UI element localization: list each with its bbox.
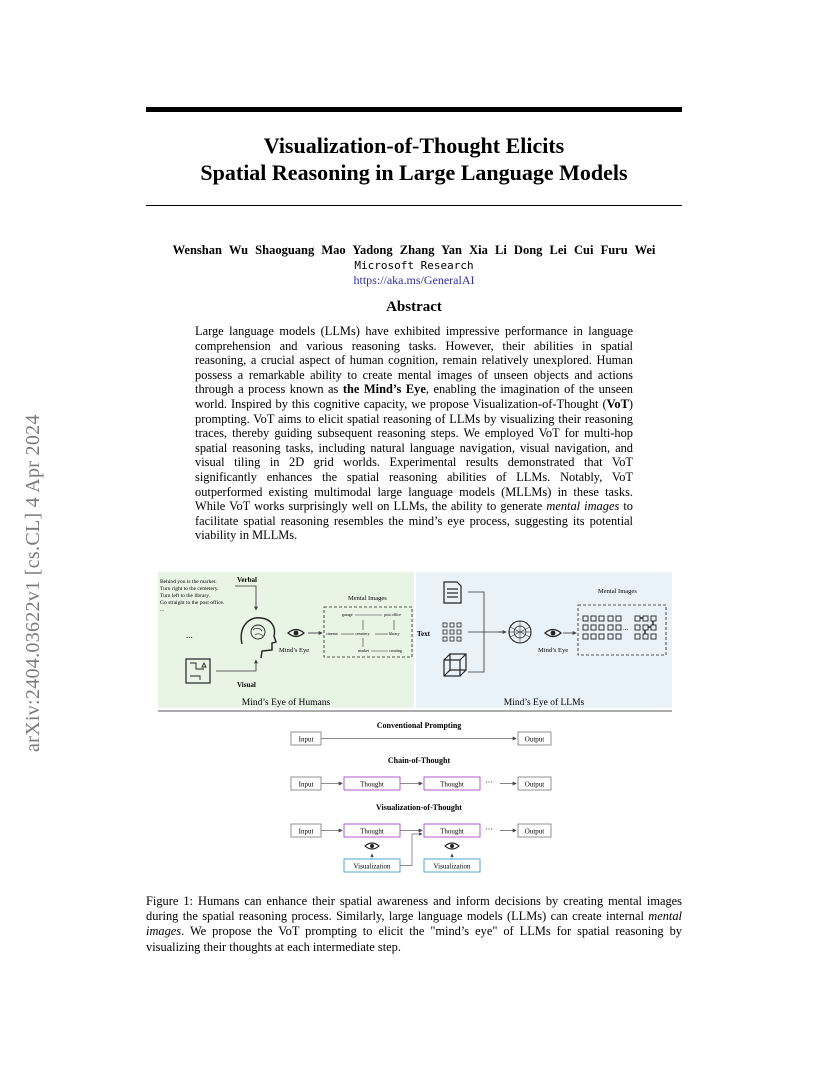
cot-title: Chain-of-Thought (387, 756, 451, 765)
figure-1 (158, 572, 672, 882)
map-node: library (389, 631, 400, 636)
vot-title: Visualization-of-Thought (376, 803, 462, 812)
instruction-line: ... (160, 607, 165, 613)
paper-title-line-2: Spatial Reasoning in Large Language Models (200, 160, 628, 185)
cot-input: Input (298, 780, 314, 789)
instruction-line: Turn left to the library. (160, 593, 211, 599)
paper-title-line-1: Visualization-of-Thought Elicits (263, 133, 565, 158)
abstract-text: Large language models (LLMs) have exhibited impressive performance in language comprehension and various reasoning tasks. However, their abilities in spatial reasoning, a crucial aspect of human cognition, remain relatively unexplored. Human possess a remarkable ability to create mental images of unseen objects and actions through a process known as (195, 324, 633, 397)
cot-thought-1: Thought (360, 780, 384, 789)
map-node: garage (342, 612, 353, 617)
verbal-label: Verbal (237, 576, 257, 584)
humans-mental-images-label: Mental Images (348, 595, 387, 602)
abstract-heading: Abstract (386, 299, 442, 315)
map-node: post office (384, 612, 401, 617)
map-node: creating (389, 648, 402, 653)
abstract-text: , enabling the imagination of the unseen world. Inspired by this cognitive capacity, we propose Visualization-of-Thought ( (195, 382, 633, 411)
cot-ellipsis: ··· (485, 778, 493, 787)
cot-output: Output (524, 780, 545, 789)
llms-mental-images-label: Mental Images (598, 588, 637, 595)
text-label: Text (417, 630, 430, 638)
title-bottom-rule (146, 205, 682, 206)
caption-text: . We propose the VoT prompting to elicit the "mind’s eye" of LLMs for spatial reasoning by visualizing their thoughts at each intermediate step. (146, 924, 682, 954)
cot-thought-2: Thought (440, 780, 464, 789)
abstract-text: to facilitate spatial reasoning resembles the mind’s eye process, suggesting its potential viability in MLLMs. (195, 499, 633, 543)
caption-text: Figure 1: Humans can enhance their spatial awareness and inform decisions by creating mental images during the spatial reasoning process. Similarly, large language models (LLMs) can create internal (146, 894, 682, 924)
llms-panel-caption: Mind’s Eye of LLMs (503, 698, 585, 708)
vot-output: Output (524, 827, 545, 836)
conventional-output: Output (524, 735, 545, 744)
map-node: cinema (326, 631, 338, 636)
vot-thought-2: Thought (440, 827, 464, 836)
abstract-body (195, 324, 633, 543)
abstract-text: ) prompting. VoT aims to elicit spatial reasoning of LLMs by visualizing their reasoning traces, thereby guiding subsequent reasoning steps. We employed VoT for multi-hop spatial reasoning tasks, including natural language navigation, visual navigation, and visual tiling in 2D grid worlds. Experimental results demonstrated that VoT significantly enhances the spatial reasoning abilities of LLMs. Notably, VoT outperformed existing multimodal large language models (MLLMs) in these tasks. While VoT works surprisingly well on LLMs, the ability to generate (195, 396, 633, 514)
humans-minds-eye-label: Mind’s Eye (279, 647, 310, 654)
vot-thought-1: Thought (360, 827, 384, 836)
title-top-rule (146, 107, 682, 112)
humans-ellipsis: ... (186, 630, 193, 640)
visual-label: Visual (237, 681, 256, 689)
caption-italic-mental-images: mental images (146, 909, 682, 939)
map-node: cemetery (355, 631, 370, 636)
vot-input: Input (298, 827, 314, 836)
instruction-line: Behind you is the market. (160, 579, 217, 585)
conventional-title: Conventional Prompting (376, 721, 462, 730)
neural-network-icon (509, 621, 531, 643)
arxiv-side-label: arXiv:2404.03622v1 [cs.CL] 4 Apr 2024 (22, 414, 44, 752)
eye-icon (365, 843, 379, 849)
llms-ellipsis: ... (623, 624, 629, 632)
eye-icon (445, 843, 459, 849)
author-list: Wenshan Wu Shaoguang Mao Yadong Zhang Yan Xia Li Dong Lei Cui Furu Wei (172, 243, 656, 257)
llms-minds-eye-label: Mind’s Eye (538, 647, 569, 654)
abstract-italic-mental-images: mental images (546, 499, 620, 514)
abstract-bold-vot: VoT (606, 396, 629, 411)
conventional-input: Input (298, 735, 314, 744)
figure-caption (146, 894, 682, 955)
humans-panel-caption: Mind’s Eye of Humans (241, 698, 331, 708)
instruction-line: Go straight to the post office. (160, 600, 225, 606)
abstract-bold-minds-eye: the Mind’s Eye (342, 382, 426, 397)
map-node: market (358, 648, 370, 653)
vot-visualization-1: Visualization (353, 862, 391, 871)
affiliation: Microsoft Research (354, 259, 474, 272)
vot-ellipsis: ··· (485, 825, 493, 834)
vot-visualization-2: Visualization (433, 862, 471, 871)
instruction-line: Turn right to the cemetery. (160, 586, 219, 592)
project-link[interactable]: https://aka.ms/GeneralAI (353, 273, 475, 287)
